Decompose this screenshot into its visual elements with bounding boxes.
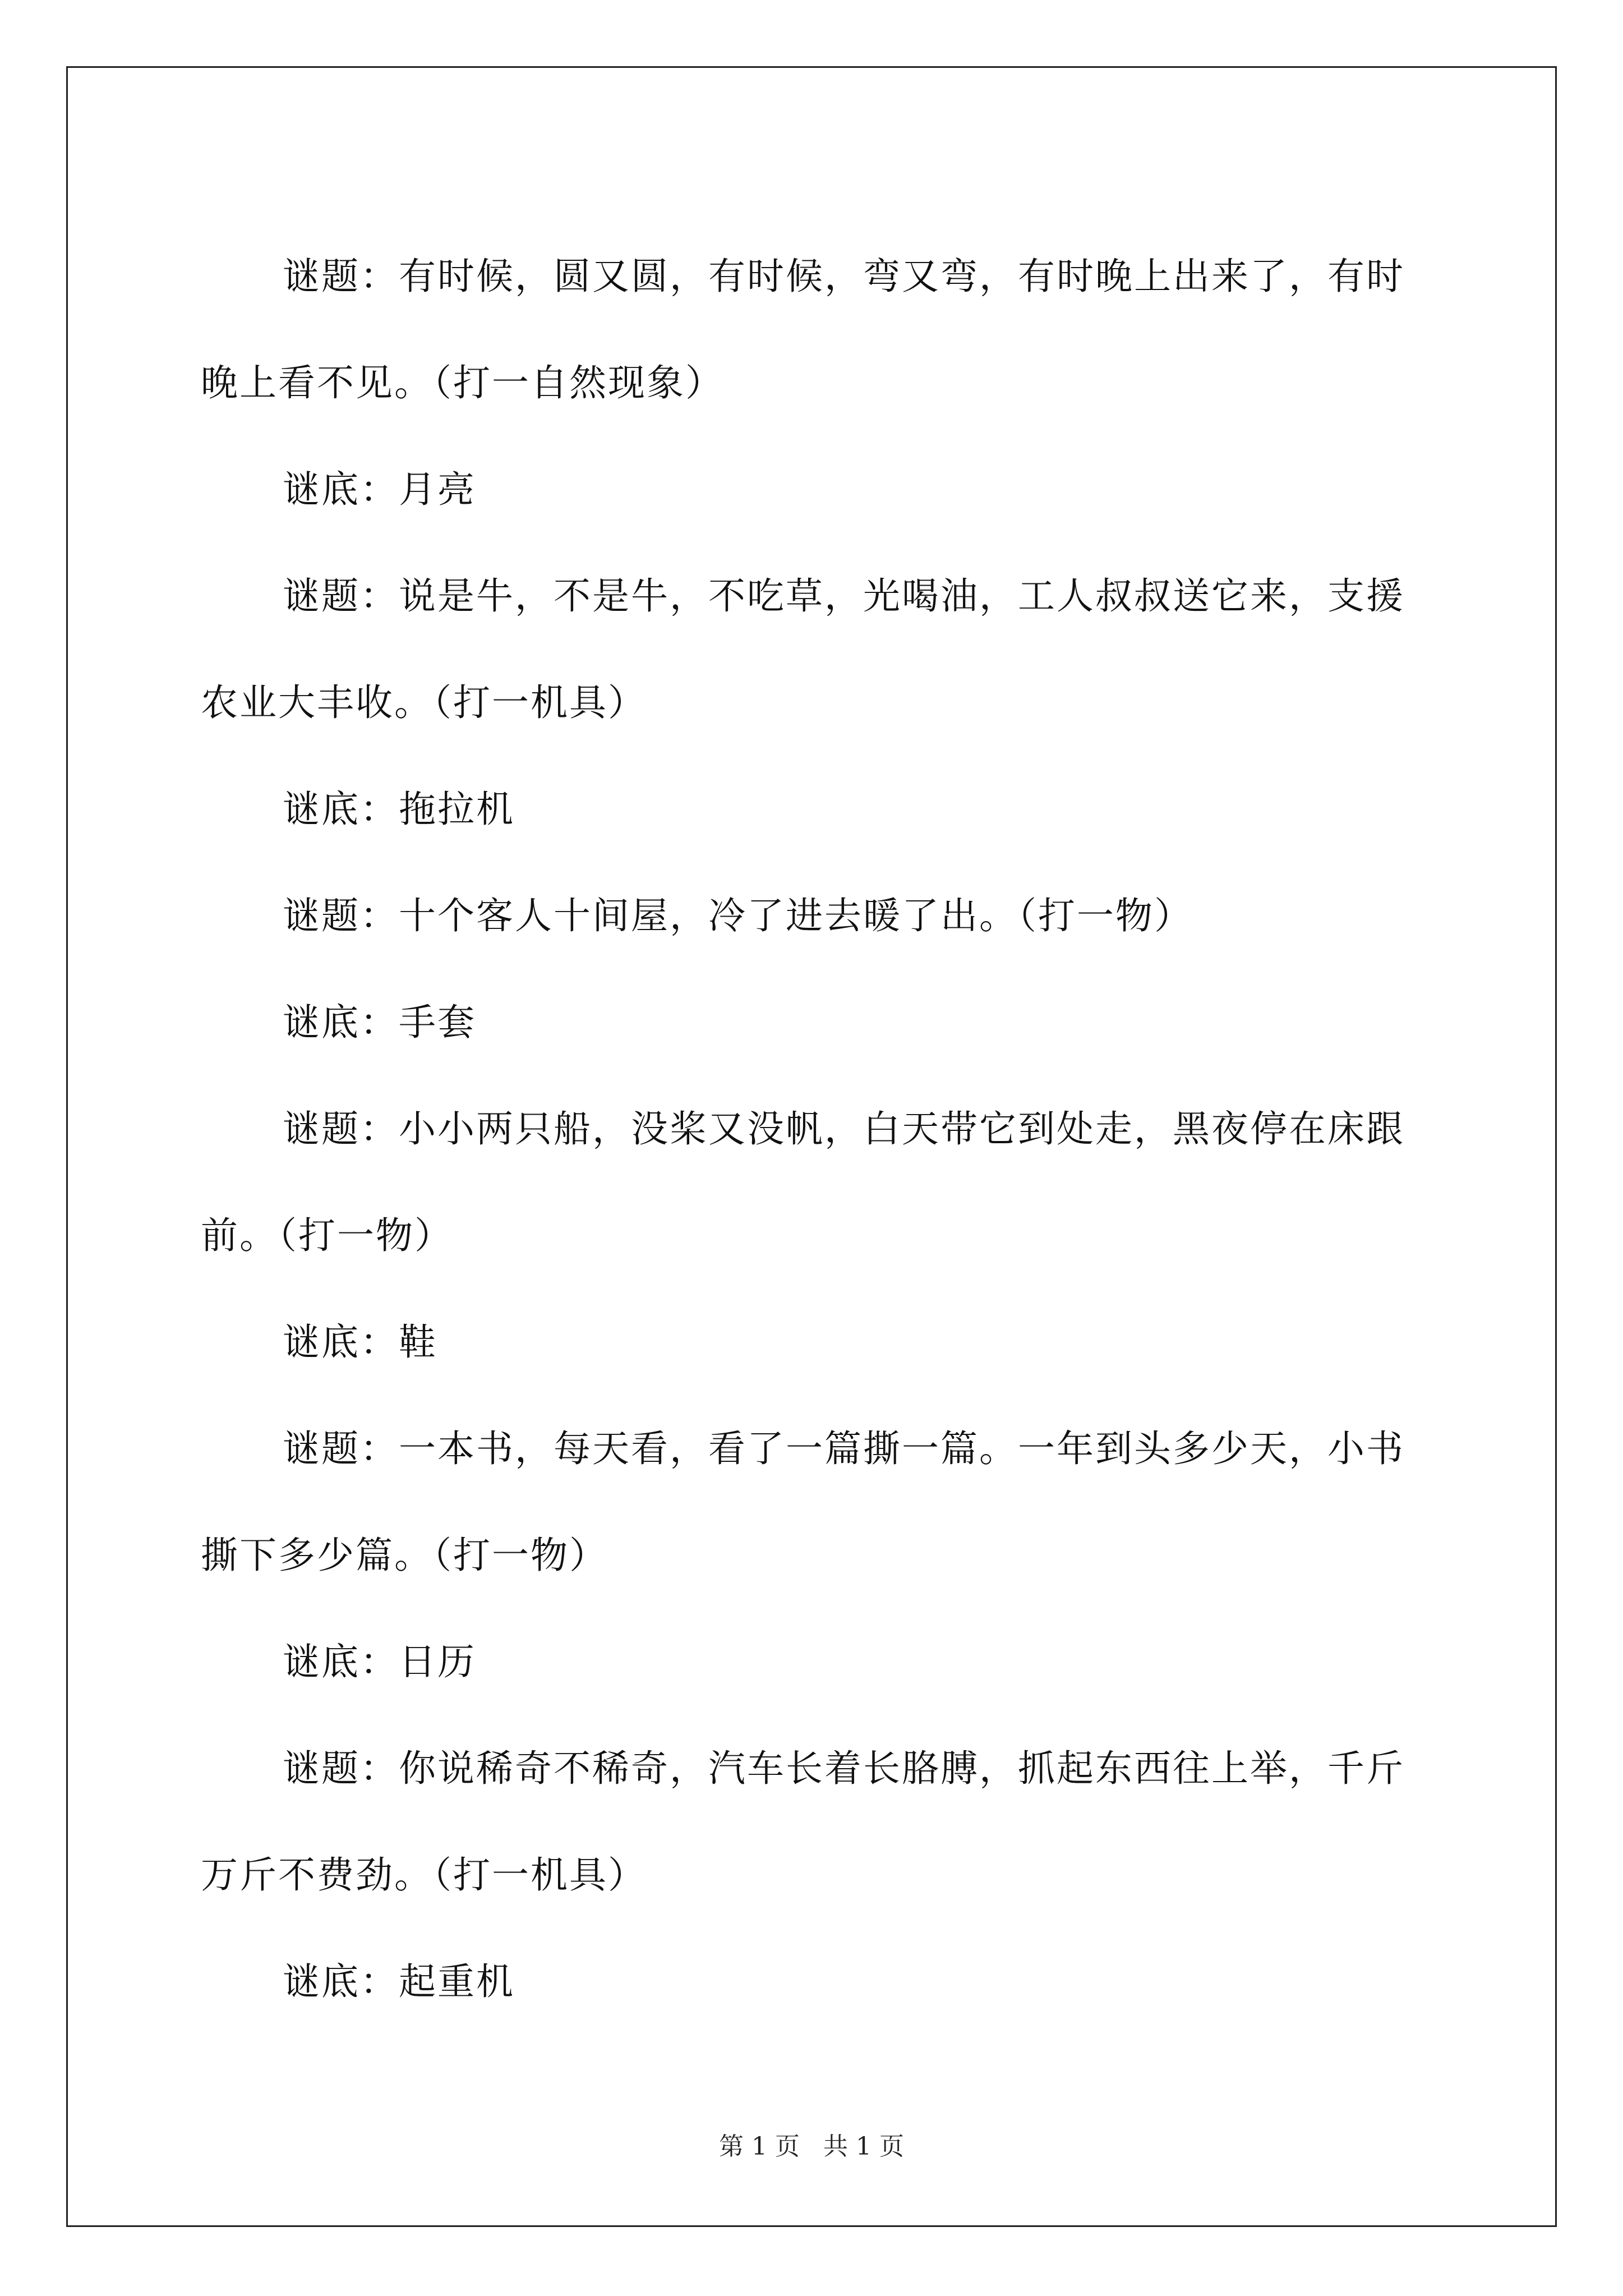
riddle-answer-1: 谜底：月亮 [283,468,476,511]
document-body [201,223,1435,2035]
riddle-question-6: 谜题：你说稀奇不稀奇，汽车长着长胳膊，抓起东西往上举，千斤万斤不费劲。（打一机具） [201,1747,1405,1897]
riddle-question-3: 谜题：十个客人十间屋，冷了进去暖了出。（打一物） [283,894,1193,937]
riddle-answer-4: 谜底：鞋 [283,1320,437,1364]
riddle-answer-2: 谜底：拖拉机 [283,788,515,831]
page-number-footer: 第 1 页 共 1 页 [719,2132,904,2161]
riddle-answer-5: 谜底：日历 [283,1640,476,1683]
riddle-question-5: 谜题：一本书，每天看，看了一篇撕一篇。一年到头多少天，小书撕下多少篇。（打一物） [201,1427,1405,1577]
riddle-answer-3: 谜底：手套 [283,1001,476,1044]
riddle-question-2: 谜题：说是牛，不是牛，不吃草，光喝油，工人叔叔送它来，支援农业大丰收。（打一机具） [201,574,1405,724]
riddle-question-4: 谜题：小小两只船，没桨又没帆，白天带它到处走，黑夜停在床跟前。（打一物） [201,1107,1405,1257]
riddle-question-1: 谜题：有时候，圆又圆，有时候，弯又弯，有时晚上出来了，有时晚上看不见。（打一自然现象） [201,255,1405,404]
riddle-answer-6: 谜底：起重机 [283,1960,515,2003]
